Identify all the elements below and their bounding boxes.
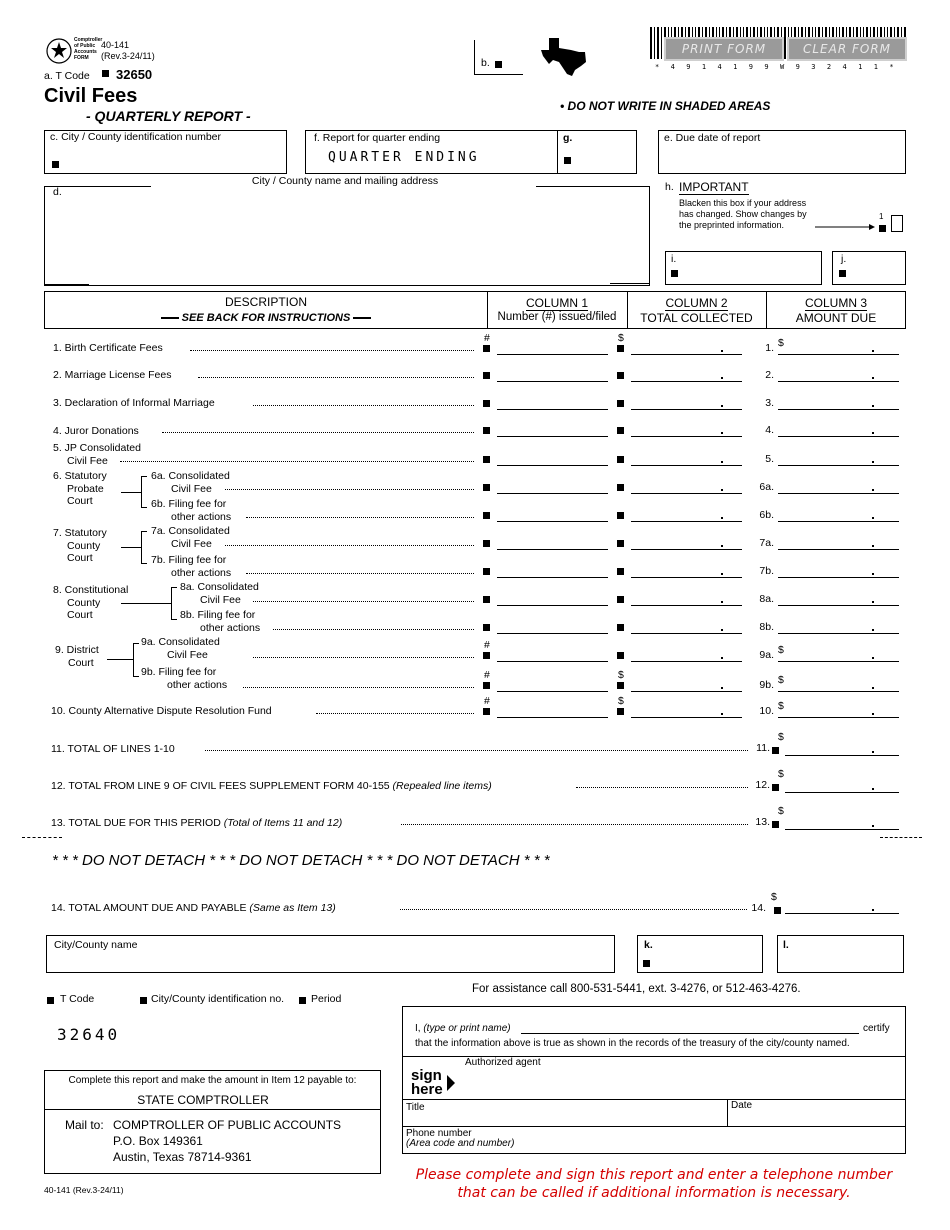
- line-9-group: 9. District Court: [55, 644, 99, 669]
- col2-input-1[interactable]: [631, 354, 742, 355]
- leader-dots: [243, 687, 474, 688]
- column-2-subtitle: TOTAL COLLECTED: [640, 311, 753, 325]
- decimal-point: [872, 657, 874, 659]
- decimal-point: [721, 573, 723, 575]
- col3-input-2[interactable]: [778, 381, 899, 382]
- line-number: 9a.: [759, 649, 774, 661]
- decimal-point: [872, 573, 874, 575]
- decimal-point: [872, 461, 874, 463]
- dollar-symbol: $: [618, 332, 624, 344]
- col2-input-4[interactable]: [631, 436, 742, 437]
- column-3-subtitle: AMOUNT DUE: [795, 311, 877, 325]
- line-4-label: 4. Juror Donations: [53, 425, 139, 437]
- do-not-detach-notice: * * * DO NOT DETACH * * * DO NOT DETACH * * * DO NOT DETACH * * *: [52, 852, 550, 869]
- leader-dots: [253, 405, 474, 406]
- decimal-point: [872, 788, 874, 790]
- col2-marker: [617, 400, 624, 407]
- coupon-city-name-field[interactable]: [46, 935, 615, 973]
- line-number: 8b.: [759, 621, 774, 633]
- mail-to-label: Mail to:: [65, 1118, 104, 1132]
- col2-input-3[interactable]: [631, 409, 742, 410]
- decimal-point: [872, 825, 874, 827]
- col2-marker: [617, 484, 624, 491]
- leader-dots: [273, 629, 474, 630]
- col2-input-6[interactable]: [631, 493, 742, 494]
- col3-input-4[interactable]: [778, 436, 899, 437]
- form-subtitle: - QUARTERLY REPORT -: [86, 108, 251, 124]
- decimal-point: [872, 405, 874, 407]
- tcode-value: 32650: [116, 67, 153, 82]
- bracket-6: [121, 476, 146, 508]
- footer-form-number: 40-141 (Rev.3-24/11): [44, 1185, 124, 1195]
- col1-input-2[interactable]: [497, 381, 608, 382]
- decimal-point: [872, 489, 874, 491]
- dollar-symbol: $: [778, 700, 784, 712]
- leader-dots: [253, 657, 474, 658]
- decimal-point: [721, 489, 723, 491]
- date-label: Date: [731, 1100, 753, 1111]
- decimal-point: [872, 751, 874, 753]
- col1-marker: [483, 345, 490, 352]
- field-e[interactable]: [658, 130, 906, 174]
- line-number: 14.: [751, 902, 766, 914]
- line-number: 1.: [765, 342, 774, 354]
- col1-input-11[interactable]: [497, 633, 608, 634]
- line-number: 3.: [765, 397, 774, 409]
- title-label: Title: [406, 1102, 425, 1113]
- leader-dots: [225, 545, 474, 546]
- title-field[interactable]: [405, 1100, 725, 1125]
- decimal-point: [872, 713, 874, 715]
- coupon-tcode-value: 32640: [57, 1025, 121, 1044]
- decimal-point: [721, 517, 723, 519]
- col1-input-6[interactable]: [497, 493, 608, 494]
- payable-instructions: Complete this report and make the amount in Item 12 payable to:: [68, 1075, 357, 1086]
- line-number: 5.: [765, 453, 774, 465]
- leader-dots: [198, 377, 474, 378]
- col3-input-10[interactable]: [778, 605, 899, 606]
- line-8b-label: 8b. Filing fee for other actions: [180, 609, 261, 634]
- decimal-point: [721, 687, 723, 689]
- field-e-label: e. Due date of report: [664, 132, 761, 144]
- hash-symbol: #: [484, 669, 490, 681]
- mail-address-2: P.O. Box 149361: [113, 1134, 203, 1148]
- col2-marker: [617, 427, 624, 434]
- col2-marker: [617, 682, 624, 689]
- dollar-symbol: $: [778, 644, 784, 656]
- col3-input-7[interactable]: [778, 521, 899, 522]
- leader-dots: [246, 517, 474, 518]
- leader-dots: [205, 750, 748, 751]
- important-text-1: Blacken this box if your address: [679, 198, 807, 208]
- certify-text: that the information above is true as shown in the records of the treasury of the city/county named.: [415, 1038, 850, 1049]
- col1-marker: [483, 540, 490, 547]
- col1-marker: [483, 400, 490, 407]
- leader-dots: [225, 489, 474, 490]
- col1-input-10[interactable]: [497, 605, 608, 606]
- decimal-point: [872, 545, 874, 547]
- line-number: 10.: [759, 705, 774, 717]
- coupon-period-label: Period: [311, 993, 342, 1005]
- decimal-point: [872, 350, 874, 352]
- print-form-button[interactable]: PRINT FORM: [664, 37, 784, 61]
- line-8a-label: 8a. Consolidated Civil Fee: [180, 581, 259, 606]
- col1-input-5[interactable]: [497, 465, 608, 466]
- col3-input-8[interactable]: [778, 549, 899, 550]
- total-input-12[interactable]: [785, 792, 899, 793]
- col1-input-9[interactable]: [497, 577, 608, 578]
- important-box-number: 1: [879, 212, 884, 221]
- certification-box: [402, 1006, 906, 1154]
- line-number: 7b.: [759, 565, 774, 577]
- dollar-symbol: $: [778, 768, 784, 780]
- coupon-field-k-marker: [643, 960, 650, 967]
- col1-marker: [483, 708, 490, 715]
- col1-marker: [483, 484, 490, 491]
- shaded-notice: • DO NOT WRITE IN SHADED AREAS: [560, 99, 771, 113]
- decimal-point: [721, 405, 723, 407]
- form-number: 40-141: [101, 40, 130, 50]
- decimal-point: [721, 432, 723, 434]
- col1-marker: [483, 682, 490, 689]
- description-header: DESCRIPTION: [224, 295, 307, 309]
- decimal-point: [721, 350, 723, 352]
- col1-marker: [483, 372, 490, 379]
- col1-input-1[interactable]: [497, 354, 608, 355]
- hash-symbol: #: [484, 695, 490, 707]
- col1-marker: [483, 568, 490, 575]
- column-1-title: COLUMN 1: [525, 296, 588, 310]
- col2-marker: [617, 372, 624, 379]
- address-change-checkbox[interactable]: [891, 215, 903, 232]
- col2-input-13[interactable]: [631, 691, 742, 692]
- col2-marker: [617, 652, 624, 659]
- clear-form-button[interactable]: CLEAR FORM: [787, 37, 907, 61]
- coupon-tcode-label: T Code: [60, 993, 95, 1005]
- seal-text: Comptroller of Public Accounts FORM: [74, 37, 103, 61]
- line-6-group: 6. Statutory Probate Court: [53, 470, 107, 507]
- col1-input-3[interactable]: [497, 409, 608, 410]
- line-9a-label: 9a. Consolidated Civil Fee: [141, 636, 220, 661]
- col1-marker: [483, 652, 490, 659]
- line-6a-label: 6a. Consolidated Civil Fee: [151, 470, 230, 495]
- col1-input-7[interactable]: [497, 521, 608, 522]
- hash-symbol: #: [484, 332, 490, 344]
- leader-dots: [190, 350, 474, 351]
- agent-name-input[interactable]: [521, 1033, 859, 1034]
- total-marker: [772, 821, 779, 828]
- leader-dots: [401, 824, 748, 825]
- field-j-label: j.: [841, 253, 847, 265]
- line-10-label: 10. County Alternative Dispute Resolution Fund: [51, 705, 272, 717]
- decimal-point: [721, 657, 723, 659]
- hash-symbol: #: [484, 639, 490, 651]
- coupon-field-l-label: l.: [783, 939, 789, 951]
- col2-marker: [617, 540, 624, 547]
- assistance-phone: For assistance call 800-531-5441, ext. 3-4276, or 512-463-4276.: [472, 983, 801, 995]
- decimal-point: [872, 601, 874, 603]
- decimal-point: [721, 629, 723, 631]
- decimal-point: [872, 377, 874, 379]
- decimal-point: [721, 545, 723, 547]
- tcode-marker: [102, 70, 109, 77]
- dollar-symbol: $: [778, 731, 784, 743]
- table-header: [44, 291, 906, 329]
- phone-sublabel: (Area code and number): [406, 1138, 515, 1149]
- line-number: 13.: [755, 816, 770, 828]
- see-back-instructions: SEE BACK FOR INSTRUCTIONS: [45, 312, 487, 324]
- decimal-point: [872, 909, 874, 911]
- field-b-marker: [495, 61, 502, 68]
- phone-field[interactable]: [533, 1127, 903, 1153]
- total-input-11[interactable]: [785, 755, 899, 756]
- certify-line: I, (type or print name): [415, 1023, 511, 1034]
- field-j[interactable]: [832, 251, 906, 285]
- line-number: 9b.: [759, 679, 774, 691]
- col1-marker: [483, 427, 490, 434]
- total-marker: [774, 907, 781, 914]
- certify-word: certify: [863, 1023, 890, 1034]
- line-7a-label: 7a. Consolidated Civil Fee: [151, 525, 230, 550]
- form-title: Civil Fees: [44, 85, 138, 107]
- col3-input-14[interactable]: [778, 717, 899, 718]
- field-g-label: g.: [563, 132, 573, 144]
- decimal-point: [721, 713, 723, 715]
- decimal-point: [721, 601, 723, 603]
- coupon-period-marker: [299, 997, 306, 1004]
- col2-input-14[interactable]: [631, 717, 742, 718]
- line-12-label: 12. TOTAL FROM LINE 9 OF CIVIL FEES SUPPLEMENT FORM 40-155 (Repealed line items): [51, 780, 492, 792]
- decimal-point: [872, 432, 874, 434]
- field-c-marker: [52, 161, 59, 168]
- field-j-marker: [839, 270, 846, 277]
- date-field[interactable]: [729, 1100, 903, 1125]
- field-g[interactable]: [557, 130, 637, 174]
- coupon-field-l[interactable]: [777, 935, 904, 973]
- barcode-text: * 4 9 1 4 1 9 9 W 9 3 2 4 1 1 *: [655, 63, 898, 71]
- col2-marker: [617, 456, 624, 463]
- line-5-label-2: Civil Fee: [67, 455, 108, 467]
- line-number: 4.: [765, 424, 774, 436]
- column-3-title: COLUMN 3: [804, 296, 867, 310]
- col2-input-7[interactable]: [631, 521, 742, 522]
- line-number: 6b.: [759, 509, 774, 521]
- texas-map-icon: [541, 36, 587, 79]
- leader-dots: [120, 461, 474, 462]
- leader-dots: [253, 601, 474, 602]
- field-h-label: h.: [665, 181, 674, 193]
- sign-here-label: sign here: [411, 1067, 443, 1098]
- field-f-label: f. Report for quarter ending: [314, 132, 441, 144]
- col1-marker: [483, 456, 490, 463]
- line-7b-label: 7b. Filing fee for other actions: [151, 554, 232, 579]
- leader-dots: [576, 787, 748, 788]
- line-number: 8a.: [759, 593, 774, 605]
- field-d-label: d.: [53, 186, 62, 198]
- line-number: 11.: [756, 742, 770, 754]
- col2-marker: [617, 708, 624, 715]
- col2-input-2[interactable]: [631, 381, 742, 382]
- col3-input-12[interactable]: [778, 661, 899, 662]
- bracket-9: [107, 643, 137, 677]
- col1-marker: [483, 596, 490, 603]
- payable-to-box: [44, 1070, 381, 1174]
- col2-input-11[interactable]: [631, 633, 742, 634]
- decimal-point: [872, 517, 874, 519]
- col3-input-9[interactable]: [778, 577, 899, 578]
- line-11-label: 11. TOTAL OF LINES 1-10: [51, 743, 175, 755]
- dollar-symbol: $: [771, 891, 777, 903]
- important-text-2: has changed. Show changes by: [679, 209, 807, 219]
- field-b-label: b.: [481, 57, 490, 69]
- phone-label: Phone number: [406, 1128, 472, 1139]
- leader-dots: [316, 713, 474, 714]
- signature-field[interactable]: [463, 1057, 903, 1099]
- payee-name: STATE COMPTROLLER: [137, 1093, 269, 1107]
- total-marker: [772, 784, 779, 791]
- field-d[interactable]: [44, 186, 650, 286]
- col1-marker: [483, 624, 490, 631]
- total-input-13[interactable]: [785, 829, 899, 830]
- arrow-right-icon: [815, 222, 875, 235]
- col1-input-8[interactable]: [497, 549, 608, 550]
- field-c-label: c. City / County identification number: [50, 131, 221, 143]
- authorized-agent-label: Authorized agent: [465, 1057, 541, 1068]
- bracket-8: [121, 587, 176, 620]
- important-marker: [879, 225, 886, 232]
- col2-marker: [617, 624, 624, 631]
- dollar-symbol: $: [778, 674, 784, 686]
- col2-input-12[interactable]: [631, 661, 742, 662]
- line-3-label: 3. Declaration of Informal Marriage: [53, 397, 215, 409]
- col3-input-11[interactable]: [778, 633, 899, 634]
- field-i-marker: [671, 270, 678, 277]
- col2-input-5[interactable]: [631, 465, 742, 466]
- important-title: IMPORTANT: [679, 180, 749, 194]
- dollar-symbol: $: [778, 805, 784, 817]
- col2-input-10[interactable]: [631, 605, 742, 606]
- dollar-symbol: $: [778, 337, 784, 349]
- col3-input-1[interactable]: [778, 354, 899, 355]
- line-1-label: 1. Birth Certificate Fees: [53, 342, 163, 354]
- col1-input-4[interactable]: [497, 436, 608, 437]
- col3-input-3[interactable]: [778, 409, 899, 410]
- line-13-label: 13. TOTAL DUE FOR THIS PERIOD (Total of Items 11 and 12): [51, 817, 343, 829]
- coupon-field-k[interactable]: [637, 935, 763, 973]
- col2-marker: [617, 512, 624, 519]
- bracket-7: [121, 531, 146, 564]
- field-c[interactable]: [44, 130, 287, 174]
- line-14-input[interactable]: [785, 913, 899, 914]
- address-caption: City / County name and mailing address: [251, 175, 439, 187]
- col2-input-8[interactable]: [631, 549, 742, 550]
- line-9b-label: 9b. Filing fee for other actions: [141, 666, 228, 691]
- field-f-value: QUARTER ENDING: [328, 150, 480, 165]
- field-g-marker: [564, 157, 571, 164]
- decimal-point: [721, 461, 723, 463]
- decimal-point: [872, 687, 874, 689]
- leader-dots: [246, 573, 474, 574]
- sign-arrow-icon: [447, 1075, 455, 1094]
- col1-input-13[interactable]: [497, 691, 608, 692]
- column-2-title: COLUMN 2: [665, 296, 728, 310]
- mail-address-3: Austin, Texas 78714-9361: [113, 1150, 252, 1164]
- line-8-group: 8. Constitutional County Court: [53, 584, 129, 621]
- decimal-point: [721, 377, 723, 379]
- coupon-id-marker: [140, 997, 147, 1004]
- mail-address-1: COMPTROLLER OF PUBLIC ACCOUNTS: [113, 1118, 342, 1132]
- coupon-city-name-label: City/County name: [54, 939, 138, 951]
- line-7-group: 7. Statutory County Court: [53, 527, 107, 564]
- field-i-label: i.: [671, 253, 677, 265]
- tcode-label: a. T Code: [44, 70, 90, 82]
- important-text-3: the preprinted information.: [679, 220, 785, 230]
- col2-input-9[interactable]: [631, 577, 742, 578]
- comptroller-seal: [46, 38, 72, 67]
- line-14-label: 14. TOTAL AMOUNT DUE AND PAYABLE (Same as Item 13): [51, 902, 336, 914]
- completion-notice: Please complete and sign this report and enter a telephone number that can be called if additional information is necessary.: [415, 1167, 893, 1201]
- line-number: 2.: [765, 369, 774, 381]
- coupon-field-k-label: k.: [644, 939, 653, 951]
- col1-input-14[interactable]: [497, 717, 608, 718]
- column-1-subtitle: Number (#) issued/filed: [497, 311, 617, 323]
- col3-input-6[interactable]: [778, 493, 899, 494]
- field-i[interactable]: [665, 251, 822, 285]
- line-6b-label: 6b. Filing fee for other actions: [151, 498, 232, 523]
- line-number: 12.: [755, 779, 770, 791]
- leader-dots: [400, 909, 747, 910]
- col2-marker: [617, 568, 624, 575]
- col2-marker: [617, 345, 624, 352]
- form-revision: (Rev.3-24/11): [101, 51, 155, 61]
- coupon-id-label: City/County identification no.: [151, 993, 285, 1005]
- col3-input-5[interactable]: [778, 465, 899, 466]
- dollar-symbol: $: [618, 695, 624, 707]
- col1-marker: [483, 512, 490, 519]
- decimal-point: [872, 629, 874, 631]
- col3-input-13[interactable]: [778, 691, 899, 692]
- col2-marker: [617, 596, 624, 603]
- line-2-label: 2. Marriage License Fees: [53, 369, 172, 381]
- col1-input-12[interactable]: [497, 661, 608, 662]
- leader-dots: [162, 432, 474, 433]
- line-number: 6a.: [759, 481, 774, 493]
- coupon-tcode-marker: [47, 997, 54, 1004]
- line-number: 7a.: [759, 537, 774, 549]
- field-f[interactable]: [305, 130, 558, 174]
- field-b[interactable]: [474, 40, 523, 75]
- line-5-label: 5. JP Consolidated: [53, 442, 141, 454]
- dollar-symbol: $: [618, 669, 624, 681]
- total-marker: [772, 747, 779, 754]
